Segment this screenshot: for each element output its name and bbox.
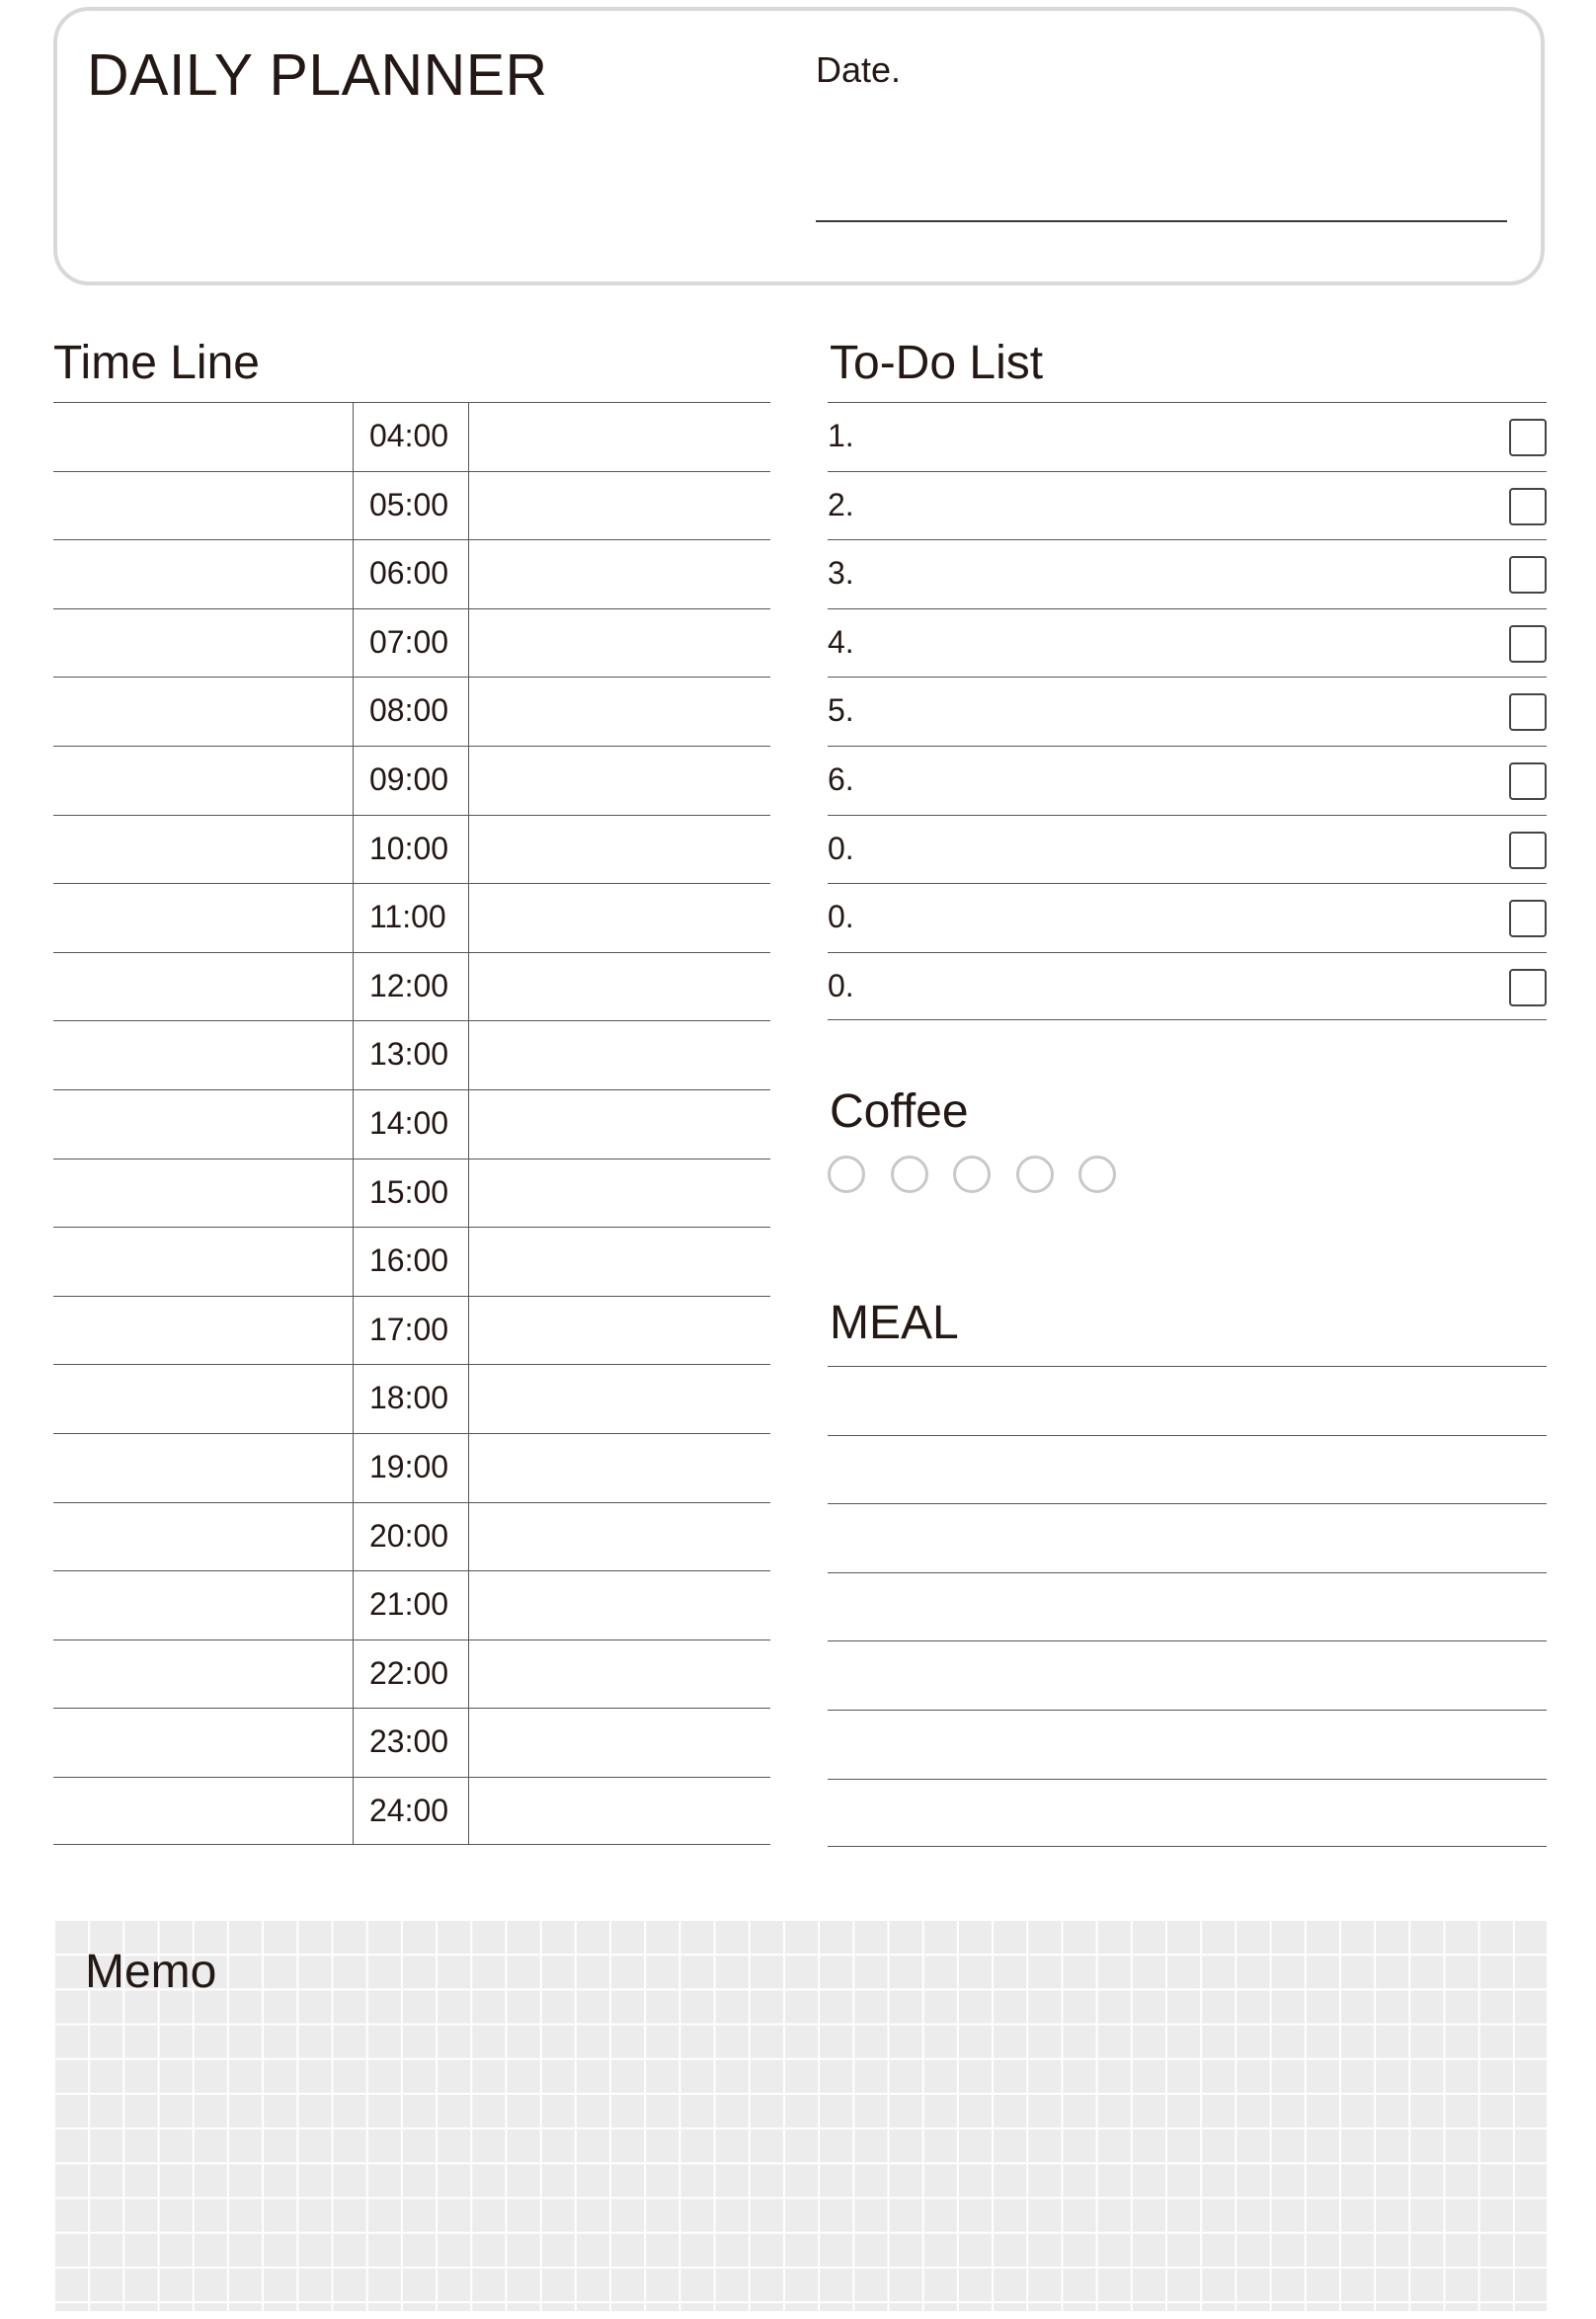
timeline-row[interactable] [53, 883, 770, 952]
timeline-time: 16:00 [353, 1228, 469, 1296]
todo-item[interactable] [828, 471, 1547, 540]
timeline-row[interactable] [53, 746, 770, 815]
meal-line[interactable] [828, 1435, 1547, 1504]
timeline-row[interactable] [53, 471, 770, 540]
timeline-row[interactable] [53, 1502, 770, 1571]
timeline-row[interactable] [53, 1020, 770, 1089]
timeline-time: 17:00 [353, 1297, 469, 1365]
todo-item[interactable] [828, 539, 1547, 608]
coffee-cup-circle[interactable] [953, 1156, 991, 1193]
todo-list [828, 402, 1547, 1020]
todo-checkbox[interactable] [1509, 419, 1547, 456]
date-field-line[interactable] [816, 220, 1507, 222]
todo-item[interactable] [828, 883, 1547, 952]
coffee-cup-circle[interactable] [1078, 1156, 1116, 1193]
timeline-row[interactable] [53, 1227, 770, 1296]
timeline-time: 08:00 [353, 678, 469, 746]
timeline-time: 10:00 [353, 816, 469, 884]
meal-line[interactable] [828, 1640, 1547, 1710]
meal-line[interactable] [828, 1779, 1547, 1848]
todo-item-number: 6. [828, 760, 854, 797]
todo-item-number: 3. [828, 555, 854, 592]
todo-checkbox[interactable] [1509, 556, 1547, 594]
timeline-time: 20:00 [353, 1503, 469, 1571]
meal-title: MEAL [830, 1297, 959, 1349]
timeline-time: 12:00 [353, 953, 469, 1021]
timeline-time: 24:00 [353, 1778, 469, 1845]
todo-item[interactable] [828, 952, 1547, 1021]
timeline-row[interactable] [53, 1570, 770, 1639]
todo-item-number: 2. [828, 486, 854, 522]
timeline-time: 04:00 [353, 403, 469, 471]
timeline-time: 14:00 [353, 1090, 469, 1159]
timeline-row[interactable] [53, 1159, 770, 1228]
timeline-title: Time Line [53, 337, 260, 389]
timeline-row[interactable] [53, 1639, 770, 1709]
timeline-row[interactable] [53, 402, 770, 471]
todo-item[interactable] [828, 677, 1547, 746]
timeline-time: 06:00 [353, 540, 469, 608]
timeline-row[interactable] [53, 1364, 770, 1433]
timeline-time: 22:00 [353, 1640, 469, 1709]
todo-item-number: 0. [828, 967, 854, 1003]
timeline-time: 11:00 [353, 884, 469, 952]
timeline-row[interactable] [53, 677, 770, 746]
meal-line[interactable] [828, 1503, 1547, 1572]
todo-checkbox[interactable] [1509, 969, 1547, 1006]
timeline-time: 19:00 [353, 1434, 469, 1502]
timeline-row[interactable] [53, 815, 770, 884]
page-title: DAILY PLANNER [87, 42, 548, 108]
timeline-row[interactable] [53, 608, 770, 678]
todo-checkbox[interactable] [1509, 900, 1547, 937]
memo-title: Memo [85, 1946, 217, 1998]
timeline-time: 09:00 [353, 747, 469, 815]
coffee-title: Coffee [830, 1085, 969, 1138]
date-label: Date. [816, 49, 902, 90]
timeline-time: 23:00 [353, 1709, 469, 1777]
todo-item[interactable] [828, 815, 1547, 884]
todo-item[interactable] [828, 608, 1547, 678]
todo-item-number: 0. [828, 899, 854, 935]
timeline-row[interactable] [53, 1296, 770, 1365]
timeline-row[interactable] [53, 1433, 770, 1502]
todo-item-number: 4. [828, 623, 854, 660]
todo-item-number: 1. [828, 418, 854, 453]
timeline-time: 13:00 [353, 1021, 469, 1089]
coffee-cup-circle[interactable] [828, 1156, 865, 1193]
todo-item-number: 5. [828, 692, 854, 729]
timeline-time: 21:00 [353, 1571, 469, 1639]
meal-lines [828, 1366, 1547, 1847]
timeline-row[interactable] [53, 1089, 770, 1159]
timeline-row[interactable] [53, 952, 770, 1021]
todo-item[interactable] [828, 402, 1547, 471]
todo-checkbox[interactable] [1509, 762, 1547, 800]
meal-line[interactable] [828, 1366, 1547, 1435]
coffee-cup-circle[interactable] [1016, 1156, 1054, 1193]
timeline-time: 05:00 [353, 472, 469, 540]
todo-item[interactable] [828, 746, 1547, 815]
todo-title: To-Do List [830, 337, 1044, 389]
todo-checkbox[interactable] [1509, 832, 1547, 869]
todo-checkbox[interactable] [1509, 488, 1547, 525]
todo-item-number: 0. [828, 830, 854, 866]
timeline-row[interactable] [53, 1777, 770, 1846]
todo-checkbox[interactable] [1509, 625, 1547, 663]
memo-grid[interactable] [53, 1919, 1547, 2311]
timeline-time: 18:00 [353, 1365, 469, 1433]
timeline-time: 15:00 [353, 1160, 469, 1228]
todo-checkbox[interactable] [1509, 693, 1547, 731]
timeline-row[interactable] [53, 539, 770, 608]
coffee-cup-circle[interactable] [891, 1156, 928, 1193]
timeline-table [53, 402, 770, 1845]
timeline-row[interactable] [53, 1708, 770, 1777]
meal-line[interactable] [828, 1710, 1547, 1779]
timeline-time: 07:00 [353, 609, 469, 678]
meal-line[interactable] [828, 1572, 1547, 1641]
